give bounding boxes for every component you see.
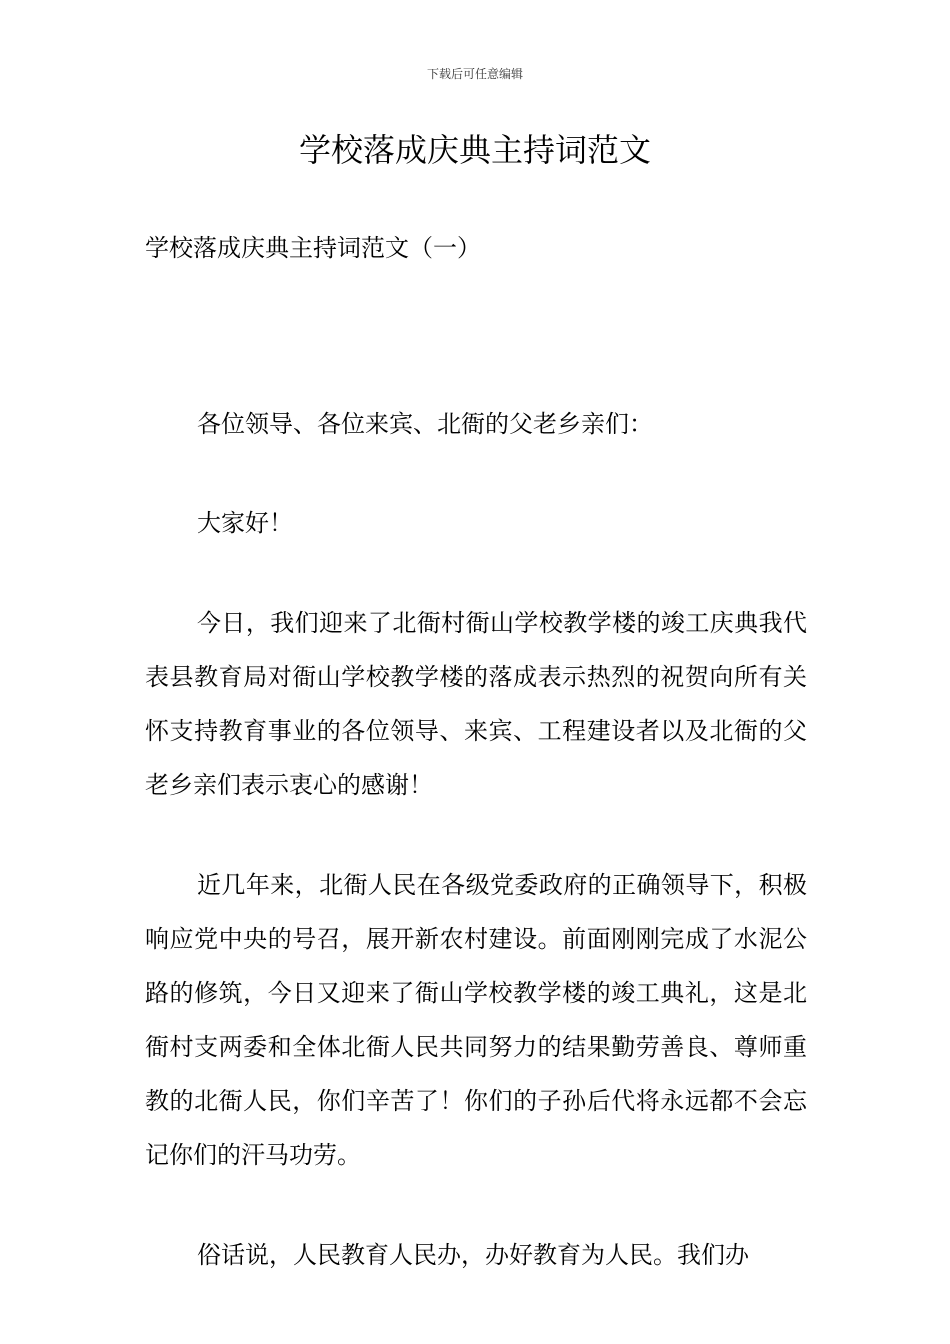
paragraph-hello: 大家好！	[197, 509, 293, 537]
document-body	[145, 226, 807, 1282]
header-note: 下载后可任意编辑	[426, 67, 523, 81]
paragraph-2: 近几年来，北衙人民在各级党委政府的正确领导下，积极响应党中央的号召，展开新农村建设。前面刚刚完成了水泥公路的修筑，今日又迎来了衙山学校教学楼的竣工典礼，这是北衙村支两委和全体北衙人民共同努力的结果勤劳善良、尊师重教的北衙人民，你们辛苦了！你们的子孙后代将永远都不会忘记你们的汗马功劳。	[145, 871, 807, 1169]
paragraph-1: 今日，我们迎来了北衙村衙山学校教学楼的竣工庆典我代表县教育局对衙山学校教学楼的落成表示热烈的祝贺向所有关怀支持教育事业的各位领导、来宾、工程建设者以及北衙的父老乡亲们表示衷心的感谢！	[145, 609, 807, 799]
section-heading: 学校落成庆典主持词范文（一）	[145, 234, 481, 262]
paragraph-greeting: 各位领导、各位来宾、北衙的父老乡亲们：	[197, 410, 653, 438]
document-title: 学校落成庆典主持词范文	[298, 131, 651, 169]
paragraph-3: 俗话说，人民教育人民办，办好教育为人民。我们办	[197, 1241, 749, 1269]
